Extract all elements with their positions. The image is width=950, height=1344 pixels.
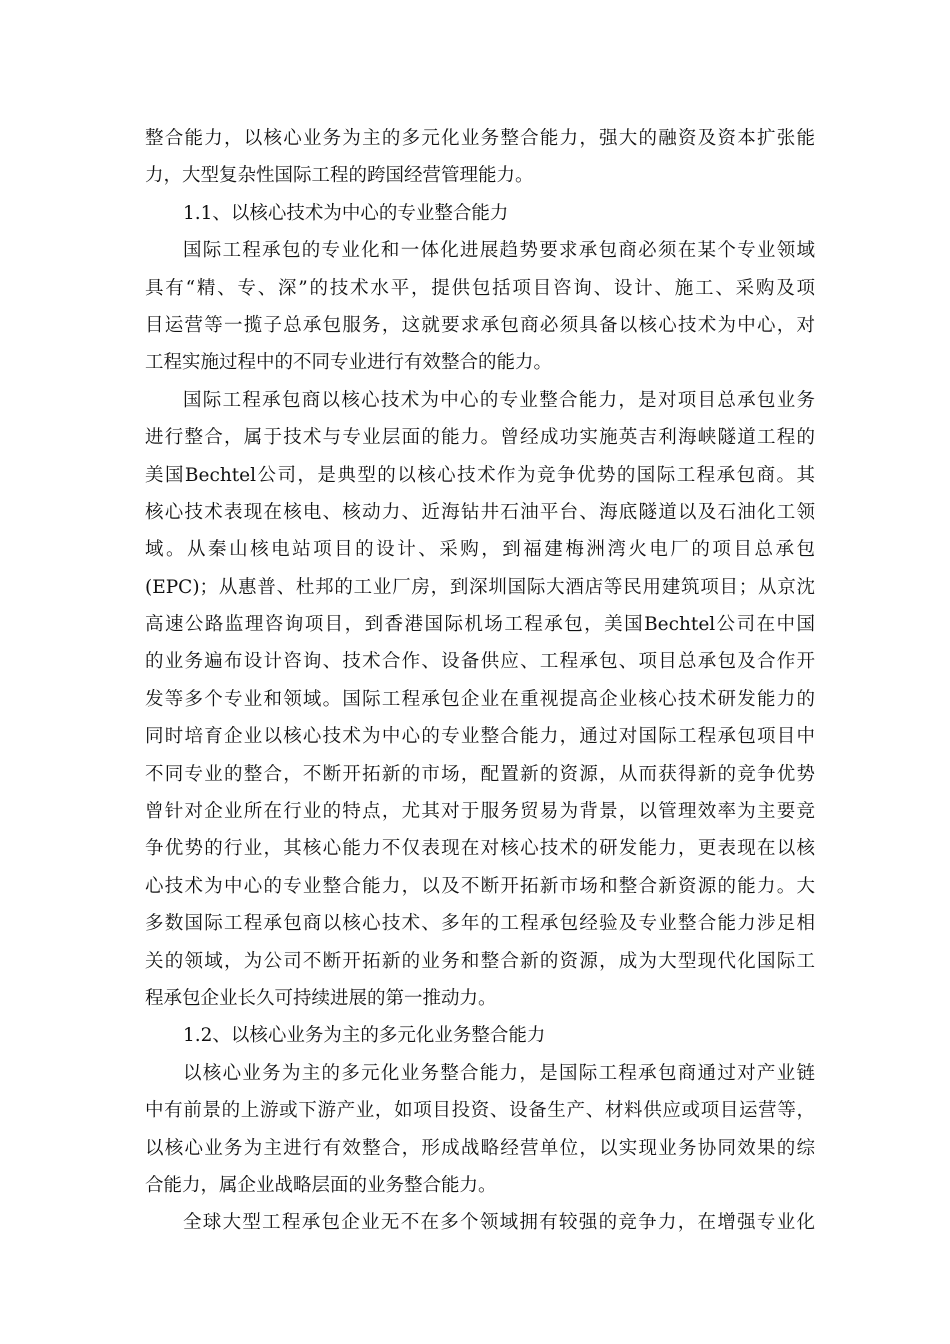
text-line: 进行整合，属于技术与专业层面的能力。曾经成功实施英吉利海峡隧道工程的 [145,427,815,449]
text-line: 域。从秦山核电站项目的设计、采购，到福建梅洲湾火电厂的项目总承包 [145,539,815,561]
text-line: 中有前景的上游或下游产业，如项目投资、设备生产、材料供应或项目运营等， [145,1100,815,1122]
text-line: 整合能力，以核心业务为主的多元化业务整合能力，强大的融资及资本扩张能 [145,128,815,149]
text-line: 具有“精、专、深”的技术水平，提供包括项目咨询、设计、施工、采购及项 [145,277,815,299]
text-line: 程承包企业长久可持续进展的第一推动力。 [145,987,497,1009]
text-line: 国际工程承包的专业化和一体化进展趋势要求承包商必须在某个专业领域 [183,240,815,262]
text-line: 1.2、以核心业务为主的多元化业务整合能力 [183,1025,546,1047]
text-line: 的业务遍布设计咨询、技术合作、设备供应、工程承包、项目总承包及合作开 [145,651,815,673]
text-line: 关的领域，为公司不断开拓新的业务和整合新的资源，成为大型现代化国际工 [145,950,815,972]
document-body [145,120,815,1242]
text-line: 美国Bechtel公司，是典型的以核心技术作为竞争优势的国际工程承包商。其 [145,464,815,486]
text-line: 心技术为中心的专业整合能力，以及不断开拓新市场和整合新资源的能力。大 [145,875,815,897]
text-line: 国际工程承包商以核心技术为中心的专业整合能力，是对项目总承包业务 [183,389,815,411]
text-line: 合能力，属企业战略层面的业务整合能力。 [145,1174,497,1196]
text-line: 发等多个专业和领域。国际工程承包企业在重视提高企业核心技术研发能力的 [145,688,815,710]
text-line: 不同专业的整合，不断开拓新的市场，配置新的资源，从而获得新的竞争优势 [145,763,815,785]
text-line: 力，大型复杂性国际工程的跨国经营管理能力。 [145,165,534,187]
text-line: 目运营等一揽子总承包服务，这就要求承包商必须具备以核心技术为中心，对 [145,314,815,336]
text-line: 争优势的行业，其核心能力不仅表现在对核心技术的研发能力，更表现在以核 [145,838,815,860]
text-line: 工程实施过程中的不同专业进行有效整合的能力。 [145,352,553,374]
text-line: 以核心业务为主的多元化业务整合能力，是国际工程承包商通过对产业链 [183,1062,815,1084]
text-line: (EPC)；从惠普、杜邦的工业厂房，到深圳国际大酒店等民用建筑项目；从京沈 [145,576,815,598]
text-line: 曾针对企业所在行业的特点，尤其对于服务贸易为背景，以管理效率为主要竞 [145,801,815,823]
text-line: 高速公路监理咨询项目，到香港国际机场工程承包，美国Bechtel公司在中国 [145,614,815,636]
text-line: 多数国际工程承包商以核心技术、多年的工程承包经验及专业整合能力涉足相 [145,913,815,935]
text-line: 同时培育企业以核心技术为中心的专业整合能力，通过对国际工程承包项目中 [145,726,815,748]
text-line: 以核心业务为主进行有效整合，形成战略经营单位，以实现业务协同效果的综 [145,1137,815,1159]
text-line: 核心技术表现在核电、核动力、近海钻井石油平台、海底隧道以及石油化工领 [145,501,815,523]
text-line: 全球大型工程承包企业无不在多个领域拥有较强的竞争力，在增强专业化 [183,1212,815,1234]
text-line: 1.1、以核心技术为中心的专业整合能力 [183,202,509,224]
